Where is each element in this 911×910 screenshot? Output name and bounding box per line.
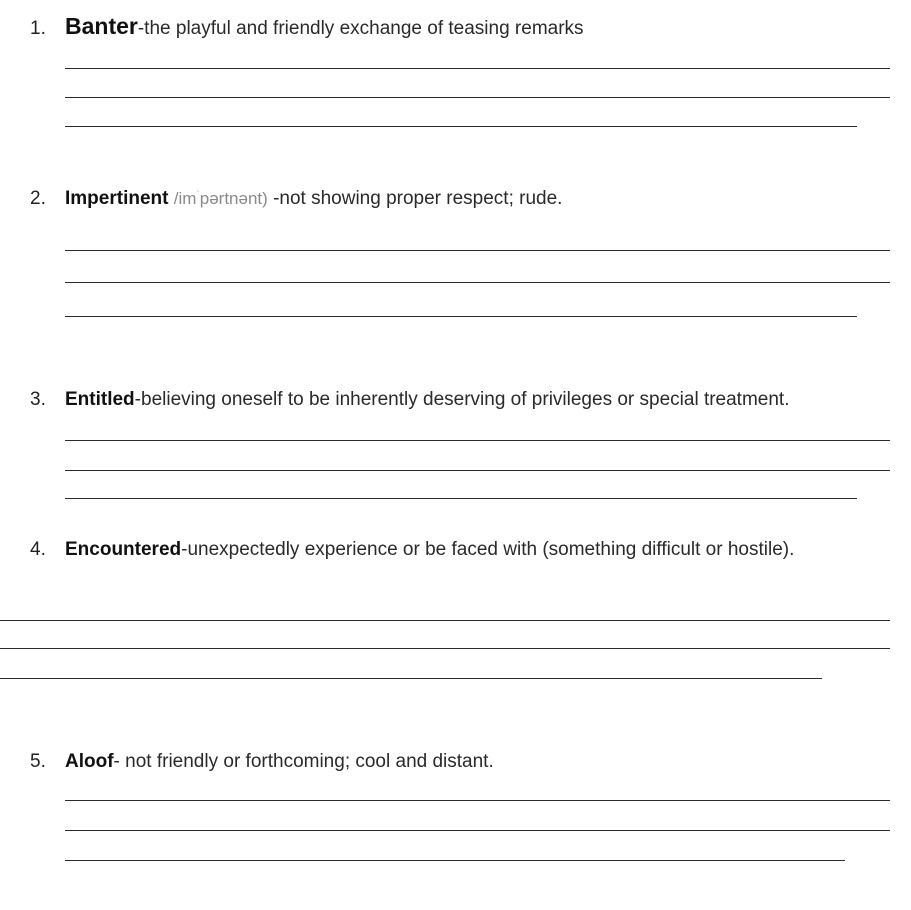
item-number: 5. bbox=[30, 751, 46, 772]
vocab-term: Entitled bbox=[65, 389, 135, 410]
vocab-heading-2 bbox=[30, 184, 562, 211]
vocab-definition: -the playful and friendly exchange of teasing remarks bbox=[137, 18, 584, 39]
answer-line[interactable] bbox=[65, 97, 890, 98]
answer-line[interactable] bbox=[65, 860, 845, 861]
vocab-term: Encountered bbox=[65, 539, 182, 560]
vocab-definition: - not friendly or forthcoming; cool and distant. bbox=[113, 751, 494, 772]
vocab-term: Banter bbox=[65, 13, 138, 39]
answer-line[interactable] bbox=[65, 316, 857, 317]
answer-line[interactable] bbox=[65, 498, 857, 499]
pronunciation-part: /im bbox=[173, 189, 197, 208]
pronunciation-part: pərtnənt) bbox=[199, 189, 268, 208]
vocab-heading-3 bbox=[30, 388, 789, 412]
answer-line[interactable] bbox=[0, 648, 890, 649]
answer-line[interactable] bbox=[0, 678, 822, 679]
item-number: 2. bbox=[30, 188, 46, 209]
vocab-term: Impertinent bbox=[65, 188, 169, 209]
answer-line[interactable] bbox=[65, 250, 890, 251]
vocab-heading-5 bbox=[30, 750, 494, 774]
answer-line[interactable] bbox=[0, 620, 890, 621]
answer-line[interactable] bbox=[65, 830, 890, 831]
vocab-definition: -believing oneself to be inherently deserving of privileges or special treatment. bbox=[134, 389, 790, 410]
vocab-heading-4 bbox=[30, 538, 794, 562]
pronunciation bbox=[174, 189, 268, 208]
item-number: 4. bbox=[30, 539, 46, 560]
answer-line[interactable] bbox=[65, 68, 890, 69]
answer-line[interactable] bbox=[65, 440, 890, 441]
vocab-term: Aloof bbox=[65, 751, 114, 772]
answer-line[interactable] bbox=[65, 800, 890, 801]
item-number: 1. bbox=[30, 18, 46, 39]
item-number: 3. bbox=[30, 389, 46, 410]
vocab-definition: -not showing proper respect; rude. bbox=[267, 188, 563, 209]
answer-line[interactable] bbox=[65, 282, 890, 283]
stress-mark: ˈ bbox=[196, 190, 200, 201]
vocab-definition: -unexpectedly experience or be faced with (something difficult or hostile). bbox=[181, 539, 795, 560]
answer-line[interactable] bbox=[65, 126, 857, 127]
vocab-heading-1 bbox=[30, 14, 584, 41]
answer-line[interactable] bbox=[65, 470, 890, 471]
